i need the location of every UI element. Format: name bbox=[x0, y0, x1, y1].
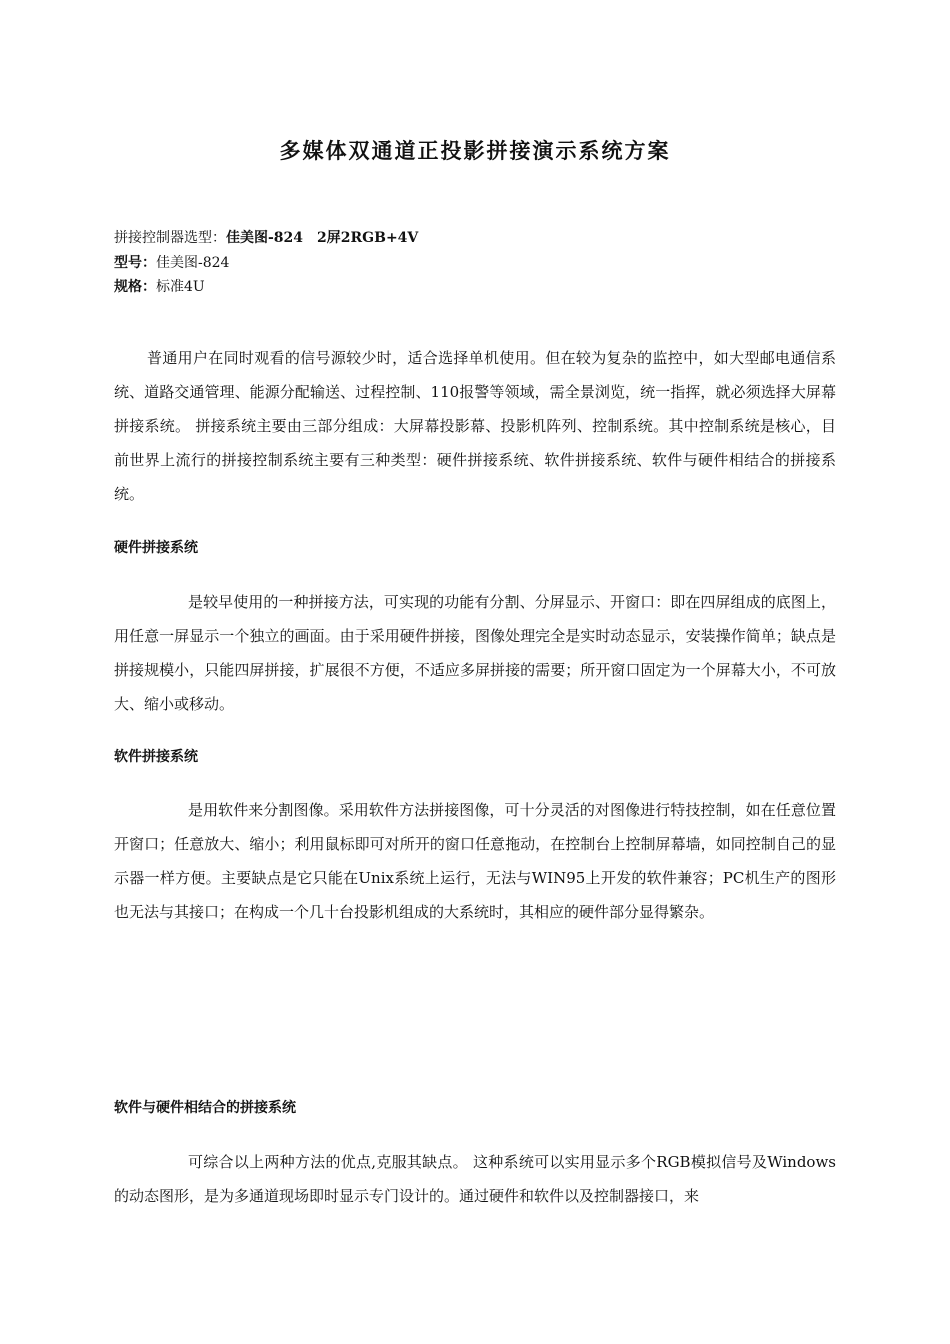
model-line bbox=[114, 251, 834, 275]
section-body-hybrid: 可综合以上两种方法的优点,克服其缺点。 这种系统可以实用显示多个RGB模拟信号及Windows的动态图形，是为多通道现场即时显示专门设计的。通过硬件和软件以及控制器接口，来 bbox=[114, 1153, 836, 1205]
spec-line bbox=[114, 275, 834, 299]
controller-value: 佳美图-824 2屏2RGB+4V bbox=[226, 230, 419, 246]
model-label: 型号： bbox=[114, 255, 156, 271]
section-body-software: 是用软件来分割图像。采用软件方法拼接图像，可十分灵活的对图像进行特技控制，如在任意位置开窗口；任意放大、缩小；利用鼠标即可对所开的窗口任意拖动，在控制台上控制屏幕墙，如同控制自己的显示器一样方便。主要缺点是它只能在Unix系统上运行，无法与WIN95上开发的软件兼容；PC机生产的图形也无法与其接口；在构成一个几十台投影机组成的大系统时，其相应的硬件部分显得繁杂。 bbox=[114, 801, 836, 921]
section-body-hardware: 是较早使用的一种拼接方法，可实现的功能有分割、分屏显示、开窗口：即在四屏组成的底图上，用任意一屏显示一个独立的画面。由于采用硬件拼接，图像处理完全是实时动态显示，安装操作简单；缺点是拼接规模小，只能四屏拼接，扩展很不方便，不适应多屏拼接的需要；所开窗口固定为一个屏幕大小，不可放大、缩小或移动。 bbox=[114, 593, 836, 713]
controller-line bbox=[114, 226, 834, 250]
intro-paragraph: 普通用户在同时观看的信号源较少时，适合选择单机使用。但在较为复杂的监控中，如大型邮电通信系统、道路交通管理、能源分配输送、过程控制、110报警等领域，需全景浏览，统一指挥，就必须选择大屏幕拼接系统。 拼接系统主要由三部分组成：大屏幕投影幕、投影机阵列、控制系统。其中控制系统是核心，目前世界上流行的拼接控制系统主要有三种类型：硬件拼接系统、软件拼接系统、软件与硬件相结合的拼接系统。 bbox=[114, 349, 836, 503]
spec-label: 规格： bbox=[114, 279, 156, 295]
section-heading-hybrid: 软件与硬件相结合的拼接系统 bbox=[114, 1100, 296, 1116]
model-value: 佳美图-824 bbox=[156, 255, 230, 271]
section-heading-software: 软件拼接系统 bbox=[114, 749, 198, 765]
controller-label: 拼接控制器选型： bbox=[114, 230, 226, 246]
section-heading-hardware: 硬件拼接系统 bbox=[114, 540, 198, 556]
document-title: 多媒体双通道正投影拼接演示系统方案 bbox=[279, 138, 671, 163]
spec-value: 标准4U bbox=[156, 279, 205, 295]
